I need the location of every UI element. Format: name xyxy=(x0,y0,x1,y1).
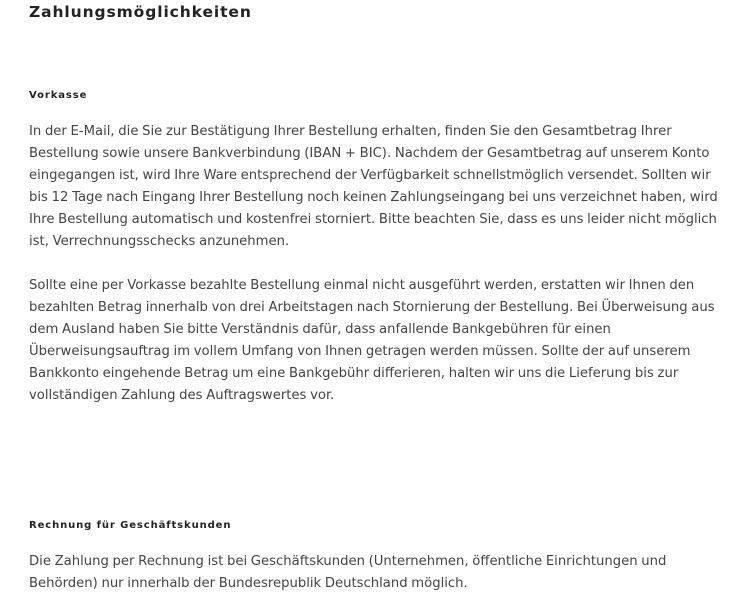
vorkasse-paragraph-2: Sollte eine per Vorkasse bezahlte Bestellung einmal nicht ausgeführt werden, erstatten wir Ihnen den bezahlten Betrag innerhalb von drei Arbeitstagen nach Stornierung der Bestellung. Bei Überweisung aus dem Ausland haben Sie bitte Verständnis dafür, dass anfallende Bankgebühren für einen Überweisungsauftrag im vollem Umfang von Ihnen getragen werden müssen. Sollte der auf unserem Bankkonto eingehende Betrag um eine Bankgebühr differieren, halten wir uns die Lieferung bis zur vollständigen Zahlung des Auftragswertes vor. xyxy=(29,278,715,403)
section-heading-vorkasse: Vorkasse xyxy=(29,90,88,101)
rechnung-paragraph: Die Zahlung per Rechnung ist bei Geschäftskunden (Unternehmen, öffentliche Einrichtungen und Behörden) nur innerhalb der Bundesrepublik Deutschland möglich. xyxy=(29,554,667,591)
vorkasse-paragraph-1: In der E-Mail, die Sie zur Bestätigung Ihrer Bestellung erhalten, finden Sie den Gesamtbetrag Ihrer Bestellung sowie unsere Bankverbindung (IBAN + BIC). Nachdem der Gesamtbetrag auf unserem Konto eingegangen ist, wird Ihre Ware entsprechend der Verfügbarkeit schnellstmöglich versendet. Sollten wir bis 12 Tage nach Eingang Ihrer Bestellung noch keinen Zahlungseingang bei uns verzeichnet haben, wird Ihre Bestellung automatisch und kostenfrei storniert. Bitte beachten Sie, dass es uns leider nicht möglich ist, Verrechnungsschecks anzunehmen. xyxy=(29,124,718,249)
section-heading-rechnung: Rechnung für Geschäftskunden xyxy=(29,520,232,531)
page-title: Zahlungsmöglichkeiten xyxy=(29,3,252,21)
